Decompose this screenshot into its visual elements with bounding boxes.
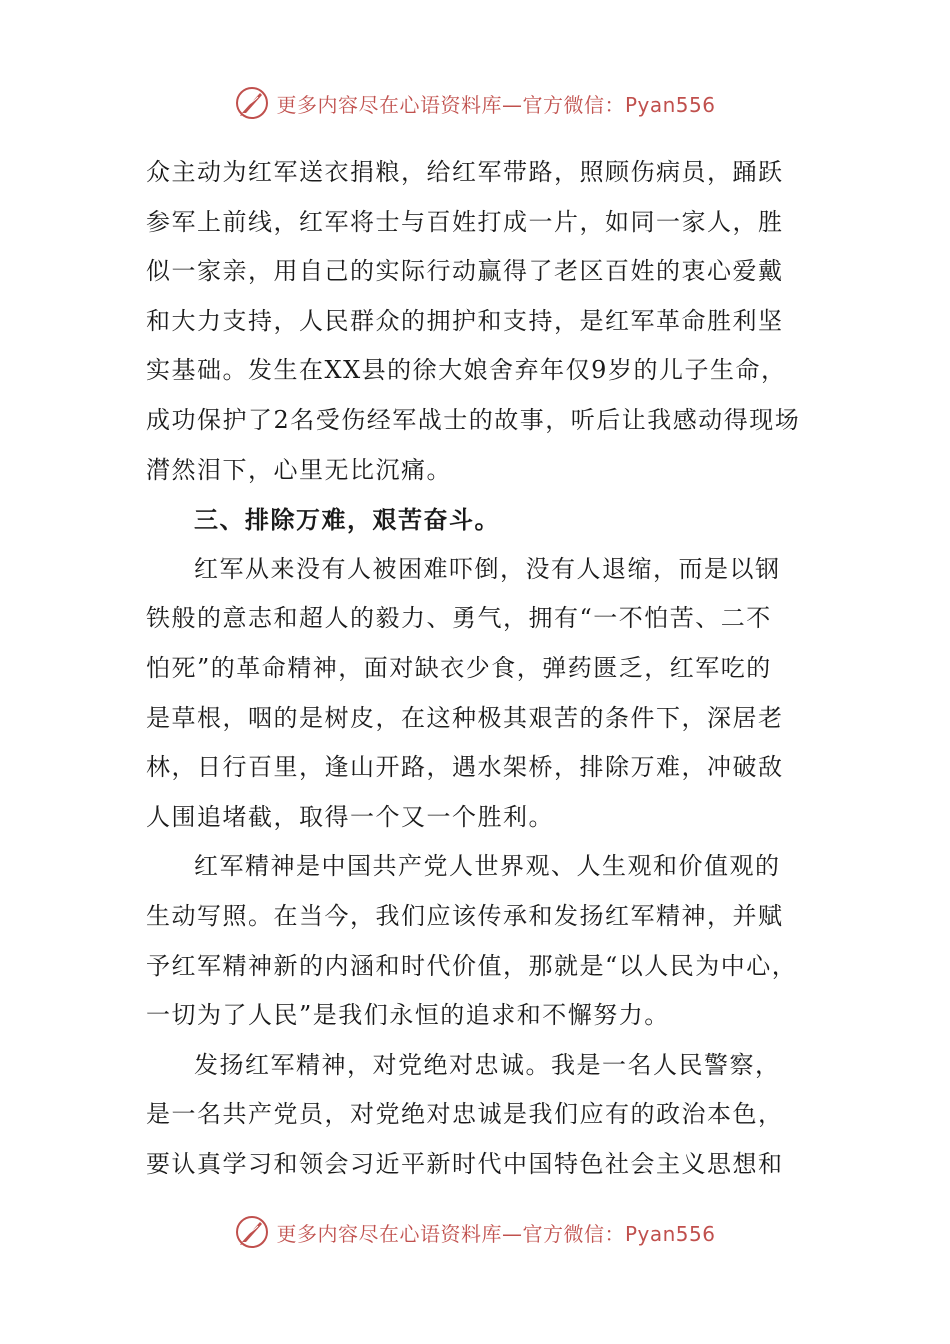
text-line: 众主动为红军送衣捐粮，给红军带路，照顾伤病员，踊跃 [146, 158, 784, 186]
document-body [146, 148, 810, 1189]
text-line: 怕死”的革命精神，面对缺衣少食，弹药匮乏，红军吃的 [146, 653, 772, 682]
text-line: 是一名共产党员，对党绝对忠诚是我们应有的政治本色， [146, 1100, 784, 1129]
text-line: 一切为了人民”是我们永恒的追求和不懈努力。 [146, 1001, 670, 1030]
text-line: 铁般的意志和超人的毅力、勇气，拥有“一不怕苦、二不 [146, 604, 772, 633]
text-line: 似一家亲，用自己的实际行动赢得了老区百姓的衷心爱戴 [146, 257, 784, 286]
text-line: 和大力支持，人民群众的拥护和支持，是红军革命胜利坚 [146, 306, 784, 335]
footer-watermark [0, 1212, 950, 1252]
text-line: 实基础。发生在XX县的徐大娘舍弃年仅9岁的儿子生命， [146, 356, 787, 385]
text-line: 潸然泪下，心里无比沉痛。 [146, 455, 452, 484]
watermark-text: 更多内容尽在心语资料库—官方微信：Pyan556 [276, 92, 716, 117]
text-line: 参军上前线，红军将士与百姓打成一片，如同一家人，胜 [146, 207, 784, 236]
text-line: 成功保护了2名受伤经军战士的故事，听后让我感动得现场 [146, 405, 801, 434]
text-line: 予红军精神新的内涵和时代价值，那就是“以人民为中心， [146, 951, 798, 980]
quill-logo-icon [234, 1214, 270, 1250]
watermark-text: 更多内容尽在心语资料库—官方微信：Pyan556 [276, 1221, 716, 1246]
header-watermark [0, 83, 950, 123]
quill-logo-icon [234, 85, 270, 121]
text-line: 生动写照。在当今，我们应该传承和发扬红军精神，并赋 [146, 901, 784, 930]
text-line: 红军精神是中国共产党人世界观、人生观和价值观的 [194, 852, 781, 881]
text-line: 要认真学习和领会习近平新时代中国特色社会主义思想和 [146, 1149, 784, 1178]
text-line: 林，日行百里，逢山开路，遇水架桥，排除万难，冲破敌 [146, 753, 784, 782]
text-line: 是草根，咽的是树皮，在这种极其艰苦的条件下，深居老 [146, 703, 784, 732]
section-heading: 三、排除万难，艰苦奋斗。 [194, 505, 500, 535]
text-line: 人围追堵截，取得一个又一个胜利。 [146, 802, 554, 831]
text-line: 红军从来没有人被困难吓倒，没有人退缩，而是以钢 [194, 554, 781, 583]
text-line: 发扬红军精神，对党绝对忠诚。我是一名人民警察， [194, 1050, 781, 1079]
